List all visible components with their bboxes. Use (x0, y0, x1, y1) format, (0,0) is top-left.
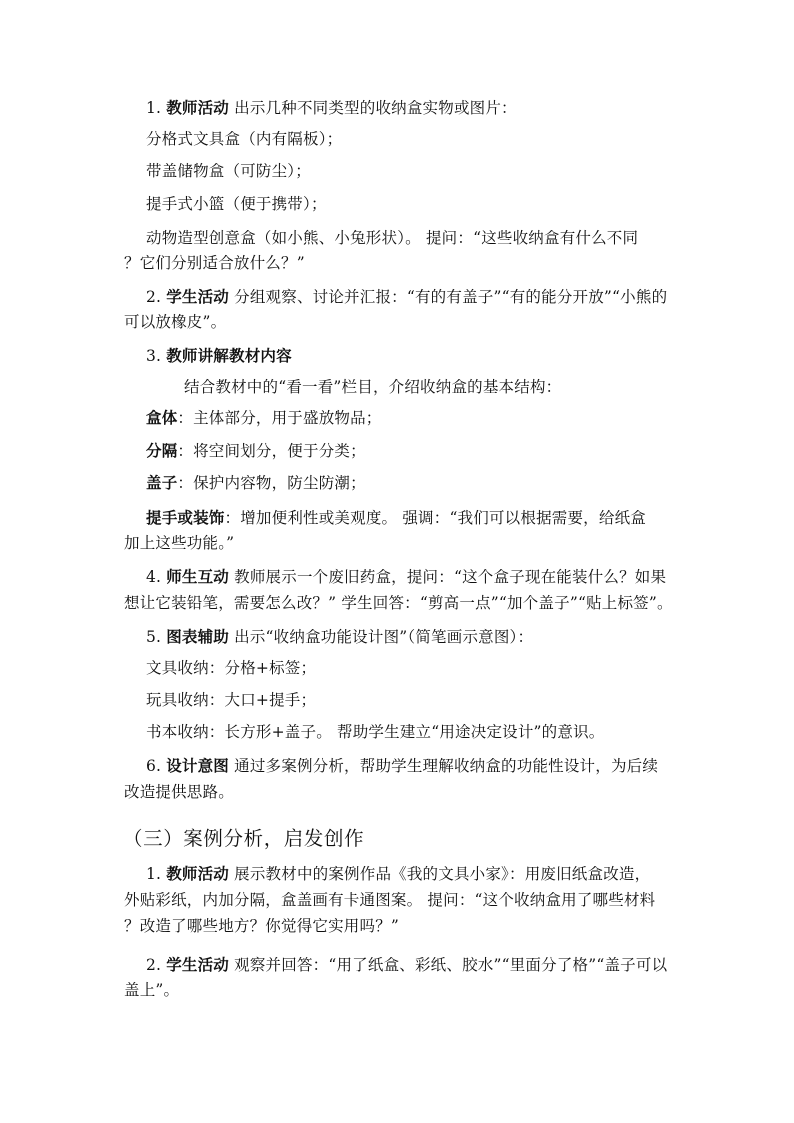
structure-3 (146, 473, 366, 493)
item-number: 2. (146, 288, 162, 306)
box-type-4: 动物造型创意盒（如小熊、小兔形状）。 提问：“这些收纳盒有什么不同 (146, 229, 639, 247)
item-text: 教师展示一个废旧药盒，提问：“这个盒子现在能装什么？如果 (234, 568, 667, 586)
item-3-line (146, 346, 292, 366)
item-label: 教师活动 (166, 98, 230, 117)
box-type-2: 带盖储物盒（可防尘）； (146, 162, 311, 180)
item-4-cont: 想让它装铅笔，需要怎么改？” 学生回答：“剪高一点”“加个盖子”“贴上标签”。 (124, 594, 673, 612)
item-number: 1. (146, 865, 162, 883)
structure-text: ：保护内容物，防尘防潮； (177, 474, 366, 492)
item-number: 5. (146, 628, 162, 646)
item-3-intro: 结合教材中的“看一看”栏目，介绍收纳盒的基本结构： (184, 378, 562, 396)
box-type-4-cont: ？它们分别适合放什么？” (124, 254, 305, 272)
chart-line-3: 书本收纳：长方形+盖子。 帮助学生建立“用途决定设计”的意识。 (146, 723, 605, 741)
box-type-3: 提手式小篮（便于携带）； (146, 195, 327, 213)
s3-item-1-cont-2: ？改造了哪些地方？你觉得它实用吗？” (124, 917, 400, 935)
structure-text: ：将空间划分，便于分类； (177, 442, 366, 460)
item-text: 分组观察、讨论并汇报：“有的有盖子”“有的能分开放”“小熊的 (234, 288, 668, 306)
item-5-line (146, 627, 533, 647)
item-4-line (146, 567, 666, 587)
item-label: 教师活动 (166, 864, 230, 883)
item-6-cont: 改造提供思路。 (124, 783, 234, 801)
item-text: 出示“收纳盒功能设计图”（简笔画示意图）： (234, 628, 534, 646)
structure-4 (146, 508, 646, 528)
item-label: 师生互动 (166, 567, 230, 586)
item-text: 通过多案例分析，帮助学生理解收纳盒的功能性设计，为后续 (234, 757, 659, 775)
item-label: 学生活动 (166, 287, 230, 306)
chart-line-2: 玩具收纳：大口+提手； (146, 691, 317, 709)
item-6-line (146, 756, 658, 776)
s3-item-1-line (146, 864, 650, 884)
s3-item-1-cont-1: 外贴彩纸，内加分隔，盒盖画有卡通图案。 提问：“这个收纳盒用了哪些材料 (124, 891, 656, 909)
item-number: 4. (146, 568, 162, 586)
chart-line-1: 文具收纳：分格+标签； (146, 659, 317, 677)
item-number: 6. (146, 757, 162, 775)
item-label: 学生活动 (166, 955, 230, 974)
item-1-line (146, 98, 517, 118)
item-number: 2. (146, 956, 162, 974)
structure-2 (146, 441, 366, 461)
item-number: 3. (146, 347, 162, 365)
structure-text: ：增加便利性或美观度。 强调：“我们可以根据需要，给纸盒 (224, 509, 646, 527)
box-type-1: 分格式文具盒（内有隔板）； (146, 130, 343, 148)
structure-label: 盖子 (146, 473, 178, 492)
item-label: 设计意图 (166, 756, 230, 775)
item-label: 图表辅助 (166, 627, 230, 646)
item-label: 教师讲解教材内容 (166, 346, 292, 365)
item-number: 1. (146, 99, 162, 117)
item-text: 出示几种不同类型的收纳盒实物或图片： (234, 99, 517, 117)
item-text: 观察并回答：“用了纸盒、彩纸、胶水”“里面分了格”“盖子可以 (234, 956, 668, 974)
structure-text: ：主体部分，用于盛放物品； (177, 409, 382, 427)
structure-label: 盒体 (146, 408, 178, 427)
structure-1 (146, 408, 382, 428)
s3-item-2-line (146, 955, 667, 975)
structure-4-cont: 加上这些功能。” (124, 534, 235, 552)
structure-label: 提手或装饰 (146, 508, 225, 527)
item-2-cont: 可以放橡皮”。 (124, 313, 227, 331)
item-2-line (146, 287, 667, 307)
section-heading: （三）案例分析，启发创作 (123, 827, 365, 850)
s3-item-2-cont: 盖上”。 (124, 981, 180, 999)
item-text: 展示教材中的案例作品《我的文具小家》：用废旧纸盒改造， (234, 865, 651, 883)
structure-label: 分隔 (146, 441, 178, 460)
